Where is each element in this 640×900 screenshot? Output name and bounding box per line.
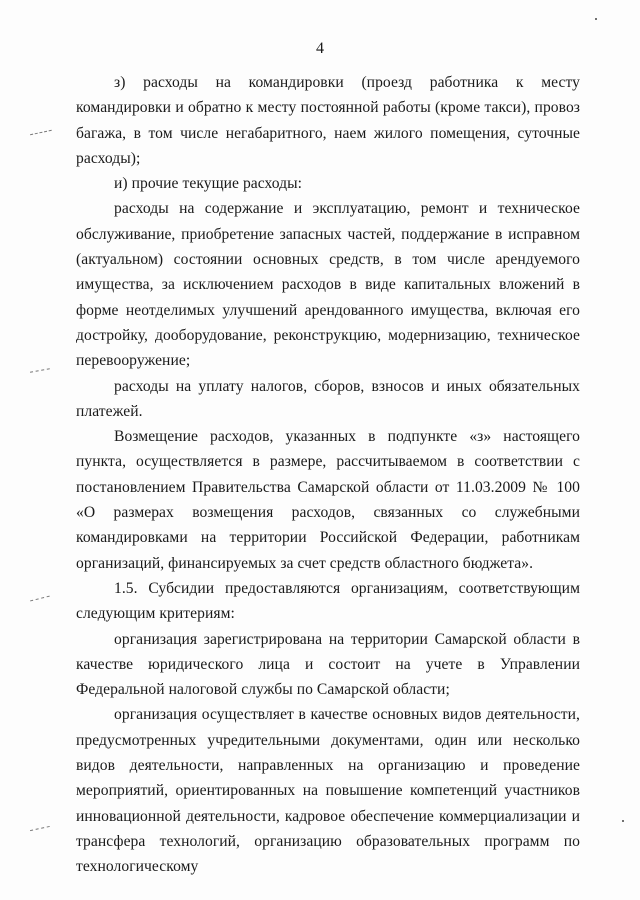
paragraph-maintenance-expenses: расходы на содержание и эксплуатацию, ремонт и техническое обслуживание, приобретение запасных частей, поддержание в исправном (актуальном) состоянии основных средств, в том числе арендуемого имущества, за исключением расходов в виде капитальных вложений в форме неотделимых улучшений арендованного имущества, включая его достройку, дооборудование, реконструкцию, модернизацию, техническое перевооружение; [76, 200, 580, 370]
scan-mark [30, 596, 50, 603]
paragraph-travel-expenses: з) расходы на командировки (проезд работника к месту командировки и обратно к месту постоянной работы (кроме такси), провоз багажа, в том числе негабаритного, наем жилого помещения, суточные расходы); [76, 74, 580, 167]
scan-mark [30, 368, 50, 373]
paragraph-reimbursement: Возмещение расходов, указанных в подпункте «з» настоящего пункта, осуществляется в размере, рассчитываемом в соответствии с постановлением Правительства Самарской области от 11.03.2009 № 100 «О размерах возмещения расходов, связанных со служебными командировками на территории Российской Федерации, работникам организаций, финансируемых за счет средств областного бюджета». [76, 428, 580, 572]
scan-dot [595, 18, 597, 20]
paragraph-section-1-5: 1.5. Субсидии предоставляются организациям, соответствующим следующим критериям: [76, 579, 580, 623]
paragraph-tax-expenses: расходы на уплату налогов, сборов, взносов и иных обязательных платежей. [76, 377, 580, 420]
page-number: 4 [316, 40, 324, 57]
paragraph-criterion-registration: организация зарегистрирована на территории Самарской области в качестве юридического лица и состоит на учете в Управлении Федеральной налоговой службы по Самарской области; [76, 630, 580, 699]
paragraph-other-expenses-heading: и) прочие текущие расходы: [114, 175, 303, 193]
scan-mark [30, 826, 50, 832]
paragraph-criterion-activities: организация осуществляет в качестве основных видов деятельности, предусмотренных учредительными документами, один или несколько видов деятельности, направленных на организацию и проведение мероприятий, ориентированных на повышение компетенций участников инновационной деятельности, кадровое обеспечение коммерциализации и трансфера технологий, организацию образовательных программ по технологическому [76, 706, 580, 876]
scan-mark [30, 130, 52, 137]
document-body [76, 70, 580, 880]
scan-dot [622, 820, 624, 822]
